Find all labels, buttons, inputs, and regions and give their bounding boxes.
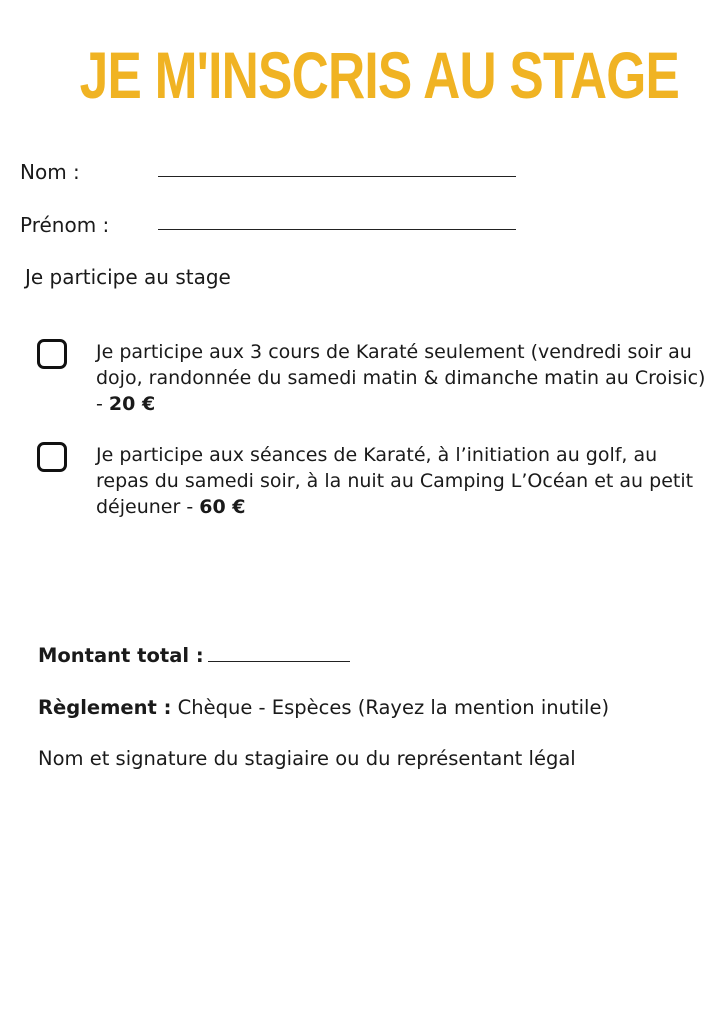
option-1-text	[96, 339, 711, 417]
prenom-input-line[interactable]	[158, 229, 516, 230]
reglement-row	[38, 695, 609, 721]
option-1-checkbox[interactable]	[37, 339, 67, 369]
montant-total-input-line[interactable]	[208, 661, 350, 662]
signature-label: Nom et signature du stagiaire ou du représentant légal	[38, 747, 576, 770]
option-1-price: 20 €	[108, 393, 156, 415]
option-2-description: Je participe aux séances de Karaté, à l’initiation au golf, au repas du samedi soir, à la nuit au Camping L’Océan et au petit déjeuner -	[96, 444, 694, 518]
option-1-description: Je participe aux 3 cours de Karaté seulement (vendredi soir au dojo, randonnée du samedi matin & dimanche matin au Croisic) -	[96, 341, 706, 415]
reglement-value: Chèque - Espèces (Rayez la mention inutile)	[177, 696, 610, 719]
reglement-label: Règlement :	[38, 696, 172, 719]
montant-total-row	[38, 643, 350, 669]
prenom-label: Prénom :	[20, 213, 110, 237]
option-2-checkbox[interactable]	[37, 442, 67, 472]
option-2-text	[96, 442, 711, 520]
option-2-price: 60 €	[199, 496, 246, 518]
nom-label: Nom :	[20, 160, 80, 184]
page-title: JE M'INSCRIS AU STAGE	[79, 38, 680, 112]
section-heading: Je participe au stage	[25, 265, 231, 289]
montant-total-label: Montant total :	[38, 644, 204, 667]
nom-input-line[interactable]	[158, 176, 516, 177]
